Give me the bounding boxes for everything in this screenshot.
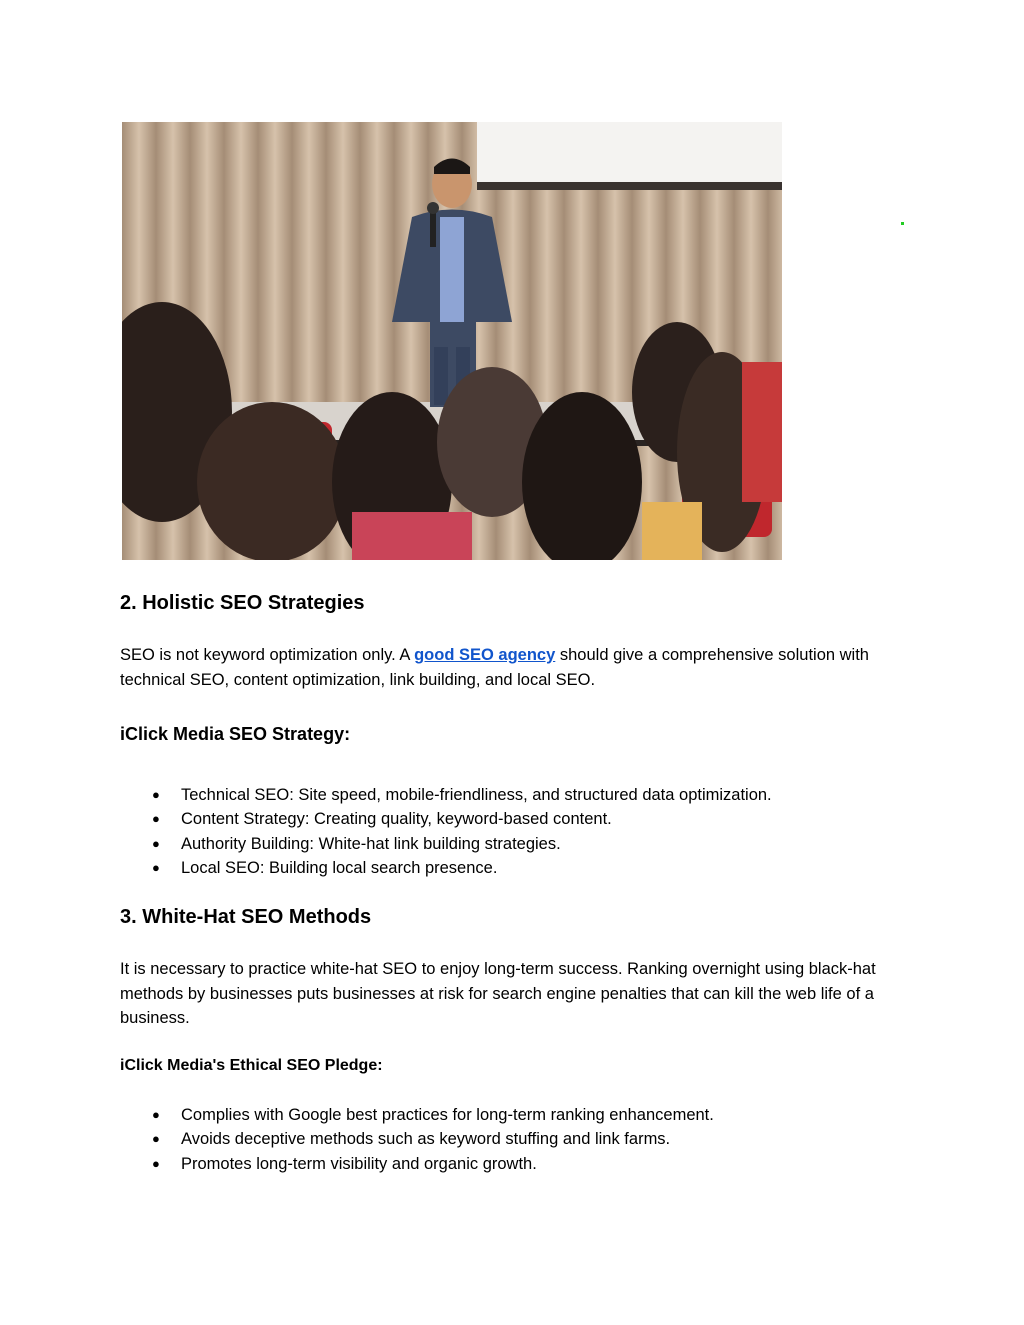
list-item: ● Promotes long-term visibility and organic growth. <box>120 1152 714 1176</box>
seo-strategy-list <box>120 783 772 880</box>
paragraph-text-after-link: should give a comprehensive solution with technical SEO, content optimization, link building, and local SEO. <box>120 646 869 689</box>
paragraph-holistic-seo <box>120 643 900 692</box>
paragraph-white-hat-seo: It is necessary to practice white-hat SEO to enjoy long-term success. Ranking overnight using black-hat methods by businesses puts businesses at risk for search engine penalties that can kill the web life of a business. <box>120 960 876 1027</box>
list-item: ● Authority Building: White-hat link building strategies. <box>120 832 772 856</box>
green-dot-marker <box>901 222 904 225</box>
subheading-seo-strategy: iClick Media SEO Strategy: <box>120 724 351 744</box>
list-item: ● Avoids deceptive methods such as keyword stuffing and link farms. <box>120 1127 714 1151</box>
good-seo-agency-link[interactable]: good SEO agency <box>414 646 556 664</box>
paragraph-text-before-link: SEO is not keyword optimization only. A <box>120 646 415 664</box>
subheading-ethical-pledge: iClick Media's Ethical SEO Pledge: <box>120 1057 383 1074</box>
list-item: ● Complies with Google best practices for long-term ranking enhancement. <box>120 1103 714 1127</box>
heading-white-hat-seo: 3. White-Hat SEO Methods <box>120 906 372 928</box>
ethical-pledge-list <box>120 1103 714 1176</box>
list-item: ● Content Strategy: Creating quality, keyword-based content. <box>120 807 772 831</box>
speaker-photo <box>122 122 782 560</box>
list-item: ● Local SEO: Building local search presence. <box>120 856 772 880</box>
heading-holistic-seo: 2. Holistic SEO Strategies <box>120 592 365 614</box>
speaker-photo-illustration <box>122 122 782 560</box>
list-item: ● Technical SEO: Site speed, mobile-friendliness, and structured data optimization. <box>120 783 772 807</box>
